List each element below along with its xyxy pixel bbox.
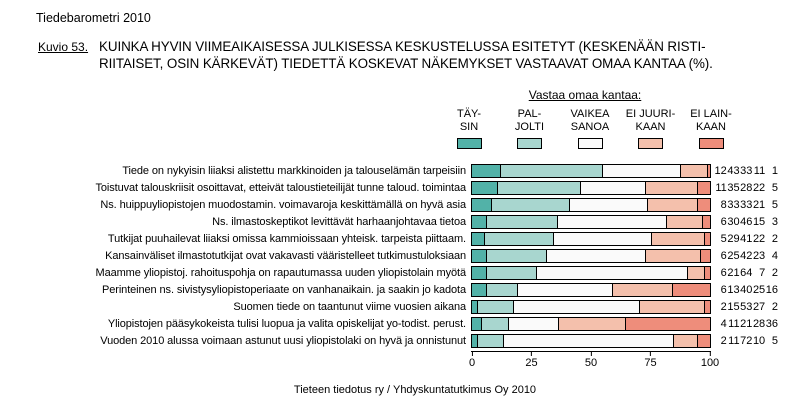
bar-segment-ei-juurikaan: [666, 216, 702, 228]
bar-segment-vaikea-sanoa: [503, 335, 672, 347]
value-label: 12: [714, 164, 727, 177]
tick-label: 50: [584, 357, 598, 369]
category-label: Yliopistojen pääsykokeista tulisi luopua ja valita opiskelijat yo-todist. perust.: [107, 317, 466, 330]
stacked-bar: [471, 232, 711, 246]
row-value-labels: [714, 182, 778, 194]
value-label: 2: [771, 232, 778, 245]
bar-segment-paljolti: [477, 335, 504, 347]
value-label: 13: [727, 283, 740, 296]
category-label: Tiede on nykyisin liiaksi alistettu markkinoiden ja talouselämän tarpeisiin: [122, 164, 466, 177]
value-label: 11: [715, 181, 727, 194]
bar-segment-paljolti: [484, 233, 554, 245]
row-value-labels: [714, 165, 778, 177]
row-value-labels: [714, 216, 778, 228]
bar-segment-ei-lainkaan: [704, 233, 710, 245]
value-label: 53: [740, 300, 753, 313]
row-value-labels: [714, 318, 778, 330]
category-label: Vuoden 2010 alussa voimaan astunut uusi yliopistolaki on hyvä ja onnistunut: [100, 334, 466, 347]
value-label: 43: [727, 164, 740, 177]
stacked-bar: [471, 300, 711, 314]
bar-segment-paljolti: [491, 199, 569, 211]
category-label: Ns. ilmastoskeptikot levittävät harhaanjohtavaa tietoa: [212, 215, 466, 228]
axis-tick: [644, 352, 656, 369]
row-value-labels: [714, 301, 778, 313]
bar-segment-taysin: [472, 182, 497, 194]
value-label: 2: [720, 300, 727, 313]
value-label: 2: [771, 300, 778, 313]
bar-segment-vaikea-sanoa: [513, 301, 639, 313]
chart-row: [0, 196, 809, 213]
value-label: 5: [771, 181, 778, 194]
value-label: 6: [720, 215, 727, 228]
tick-label: 25: [525, 357, 538, 369]
value-label: 6: [720, 266, 727, 279]
stacked-bar-chart: [0, 162, 809, 349]
figure-caption: [38, 38, 713, 72]
value-label: 11: [728, 334, 740, 347]
bar-segment-ei-lainkaan: [707, 165, 710, 177]
value-label: 64: [740, 266, 753, 279]
value-label: 46: [740, 215, 753, 228]
row-value-labels: [714, 199, 778, 211]
category-label: Toistuvat talouskriisit osoittavat, etteivät taloustieteilijät tunne taloud. toimintaa: [95, 181, 466, 194]
value-label: 28: [752, 317, 766, 330]
bar-segment-ei-juurikaan: [558, 318, 625, 330]
legend-swatch-taysin: [457, 138, 482, 149]
value-label: 21: [727, 266, 740, 279]
legend-title: Vastaa omaa kantaa:: [528, 88, 642, 102]
bar-segment-ei-juurikaan: [651, 233, 704, 245]
tick-label: 0: [468, 357, 476, 369]
bar-segment-ei-lainkaan: [625, 318, 710, 330]
bar-segment-ei-lainkaan: [704, 301, 710, 313]
tick-mark: [650, 352, 651, 356]
value-label: 5: [771, 198, 778, 211]
bar-segment-vaikea-sanoa: [546, 250, 645, 262]
value-label: 1: [771, 164, 778, 177]
axis-tick: [469, 352, 475, 369]
bar-segment-vaikea-sanoa: [508, 318, 558, 330]
bar-segment-taysin: [472, 233, 484, 245]
bar-segment-taysin: [472, 199, 491, 211]
value-label: 10: [752, 334, 766, 347]
value-label: 23: [752, 249, 766, 262]
row-value-labels: [714, 284, 778, 296]
bar-segment-paljolti: [477, 301, 513, 313]
bar-segment-ei-juurikaan: [612, 284, 672, 296]
figure-title: [99, 38, 713, 72]
legend-label-line2: KAAN: [635, 120, 666, 133]
bar-segment-vaikea-sanoa: [602, 165, 680, 177]
stacked-bar: [471, 164, 711, 178]
bar-segment-taysin: [472, 165, 500, 177]
value-label: 33: [740, 198, 753, 211]
value-label: 33: [740, 164, 753, 177]
value-label: 2: [720, 334, 727, 347]
bar-segment-paljolti: [486, 267, 536, 279]
stacked-bar: [471, 181, 711, 195]
category-label: Perinteinen ns. sivistysyliopistoperiaate on vanhanaikain. ja saakin jo kadota: [102, 283, 466, 296]
chart-row: [0, 281, 809, 298]
legend-label-line2: KAAN: [696, 120, 726, 133]
value-label: 3: [771, 215, 778, 228]
legend-label-line2: SIN: [459, 120, 479, 133]
tick-mark: [531, 352, 532, 356]
axis-tick: [585, 352, 597, 369]
value-label: 4: [771, 249, 778, 262]
row-value-labels: [714, 250, 778, 262]
value-label: 15: [752, 215, 766, 228]
category-label: Suomen tiede on taantunut viime vuosien aikana: [233, 300, 466, 313]
category-label: Kansainväliset ilmastotutkijat ovat vakavasti vääristelleet tutkimustuloksiaan: [105, 249, 466, 262]
value-label: 6: [720, 283, 727, 296]
legend-swatch-ei-lainkaan: [699, 138, 724, 149]
bar-segment-vaikea-sanoa: [536, 267, 687, 279]
tick-mark: [709, 352, 710, 356]
tick-mark: [591, 352, 592, 356]
value-label: 41: [740, 232, 753, 245]
row-value-labels: [714, 267, 778, 279]
value-label: 15: [727, 300, 740, 313]
figure-title-line2: RIITAISET, OSIN KÄRKEVÄT) TIEDETTÄ KOSKEVAT NÄKEMYKSET VASTAAVAT OMAA KANTAA (%).: [99, 56, 713, 71]
legend-swatch-vaikea-sanoa: [578, 138, 603, 149]
stacked-bar: [471, 249, 711, 263]
bar-segment-ei-lainkaan: [700, 250, 710, 262]
legend: [444, 108, 736, 149]
stacked-bar: [471, 283, 711, 297]
value-label: 30: [727, 215, 740, 228]
row-value-labels: [714, 233, 778, 245]
value-label: 16: [765, 283, 778, 296]
bar-segment-vaikea-sanoa: [569, 199, 647, 211]
value-label: 40: [740, 283, 753, 296]
legend-item-ei-juurikaan: [626, 108, 676, 149]
chart-row: [0, 230, 809, 247]
bar-segment-ei-juurikaan: [639, 301, 704, 313]
chart-row: [0, 162, 809, 179]
stacked-bar: [471, 334, 711, 348]
legend-item-taysin: [444, 108, 494, 149]
bar-segment-ei-juurikaan: [673, 335, 697, 347]
bar-segment-paljolti: [486, 216, 557, 228]
value-label: 21: [752, 198, 766, 211]
value-label: 25: [752, 283, 766, 296]
legend-label-line1: PAL-: [517, 108, 542, 120]
bar-segment-paljolti: [486, 250, 546, 262]
chart-row: [0, 332, 809, 349]
figure-number: Kuvio 53.: [38, 40, 89, 54]
legend-swatch-ei-juurikaan: [638, 138, 663, 149]
bar-segment-taysin: [472, 250, 486, 262]
legend-item-label: [626, 108, 676, 133]
value-label: 28: [740, 181, 753, 194]
tick-mark: [472, 352, 473, 356]
bar-segment-ei-juurikaan: [645, 182, 697, 194]
legend-label-line2: SANOA: [570, 120, 610, 133]
bar-segment-vaikea-sanoa: [553, 233, 651, 245]
report-title: Tiedebarometri 2010: [36, 11, 151, 25]
bar-segment-ei-juurikaan: [645, 250, 700, 262]
value-label: 21: [740, 317, 753, 330]
x-axis: [468, 351, 720, 371]
bar-segment-ei-juurikaan: [680, 165, 707, 177]
chart-row: [0, 179, 809, 196]
bar-segment-paljolti: [497, 182, 579, 194]
value-label: 22: [752, 181, 766, 194]
category-label: Ns. huippuyliopistojen muodostamin. voimavaroja keskittämällä on hyvä asia: [100, 198, 466, 211]
bar-segment-paljolti: [486, 284, 517, 296]
category-label: Tutkijat puuhailevat liiaksi omissa kammioissaan yhteisk. tarpeista piittaam.: [107, 232, 466, 245]
value-label: 11: [753, 164, 766, 177]
value-label: 29: [727, 232, 740, 245]
value-label: 4: [720, 317, 727, 330]
value-label: 36: [765, 317, 778, 330]
tick-label: 100: [700, 357, 720, 369]
value-label: 5: [771, 334, 778, 347]
bar-segment-ei-lainkaan: [702, 216, 710, 228]
chart-row: [0, 213, 809, 230]
category-label: Maamme yliopistoj. rahoituspohja on rapautumassa uuden yliopistolain myötä: [95, 266, 466, 279]
legend-item-label: [571, 108, 610, 133]
bar-segment-paljolti: [500, 165, 602, 177]
bar-segment-ei-lainkaan: [704, 267, 710, 279]
value-label: 8: [720, 198, 727, 211]
bar-segment-ei-lainkaan: [697, 335, 710, 347]
source-note: Tieteen tiedotus ry / Yhdyskuntatutkimus Oy 2010: [293, 384, 537, 396]
bar-segment-vaikea-sanoa: [517, 284, 612, 296]
bar-segment-taysin: [472, 267, 486, 279]
bar-segment-ei-juurikaan: [647, 199, 697, 211]
axis-tick: [701, 352, 719, 369]
bar-segment-ei-lainkaan: [697, 182, 710, 194]
bar-segment-taysin: [472, 318, 481, 330]
legend-swatch-paljolti: [517, 138, 542, 149]
value-label: 72: [740, 334, 753, 347]
bar-segment-taysin: [472, 284, 486, 296]
value-label: 42: [740, 249, 753, 262]
stacked-bar: [471, 215, 711, 229]
value-label: 5: [720, 232, 727, 245]
tick-label: 75: [644, 357, 657, 369]
legend-item-label: [690, 108, 732, 133]
legend-item-label: [457, 108, 481, 133]
bar-segment-ei-lainkaan: [697, 199, 710, 211]
bar-segment-vaikea-sanoa: [580, 182, 646, 194]
figure-title-line1: KUINKA HYVIN VIIMEAIKAISESSA JULKISESSA KESKUSTELUSSA ESITETYT (KESKENÄÄN RISTI-: [99, 39, 706, 54]
value-label: 27: [752, 300, 766, 313]
bar-segment-ei-lainkaan: [672, 284, 710, 296]
bar-segment-ei-juurikaan: [687, 267, 704, 279]
value-label: 7: [759, 266, 766, 279]
value-label: 2: [771, 266, 778, 279]
value-label: 33: [727, 198, 740, 211]
value-label: 11: [728, 317, 740, 330]
legend-label-line1: TÄY-: [456, 108, 482, 120]
stacked-bar: [471, 198, 711, 212]
legend-item-ei-lainkaan: [686, 108, 736, 149]
value-label: 22: [752, 232, 766, 245]
value-label: 6: [720, 249, 727, 262]
axis-tick: [525, 352, 537, 369]
legend-label-line2: JOLTI: [514, 120, 545, 133]
legend-item-label: [515, 108, 544, 133]
value-label: 35: [727, 181, 740, 194]
value-label: 25: [727, 249, 740, 262]
chart-row: [0, 315, 809, 332]
legend-item-vaikea-sanoa: [565, 108, 615, 149]
chart-row: [0, 298, 809, 315]
legend-label-line1: EI LAIN-: [690, 108, 732, 120]
legend-label-line1: EI JUURI-: [625, 108, 676, 120]
bar-segment-paljolti: [481, 318, 508, 330]
chart-row: [0, 264, 809, 281]
row-value-labels: [714, 335, 778, 347]
bar-segment-vaikea-sanoa: [557, 216, 666, 228]
bar-segment-taysin: [472, 216, 486, 228]
legend-label-line1: VAIKEA: [570, 108, 610, 120]
chart-row: [0, 247, 809, 264]
stacked-bar: [471, 266, 711, 280]
legend-item-paljolti: [505, 108, 555, 149]
stacked-bar: [471, 317, 711, 331]
